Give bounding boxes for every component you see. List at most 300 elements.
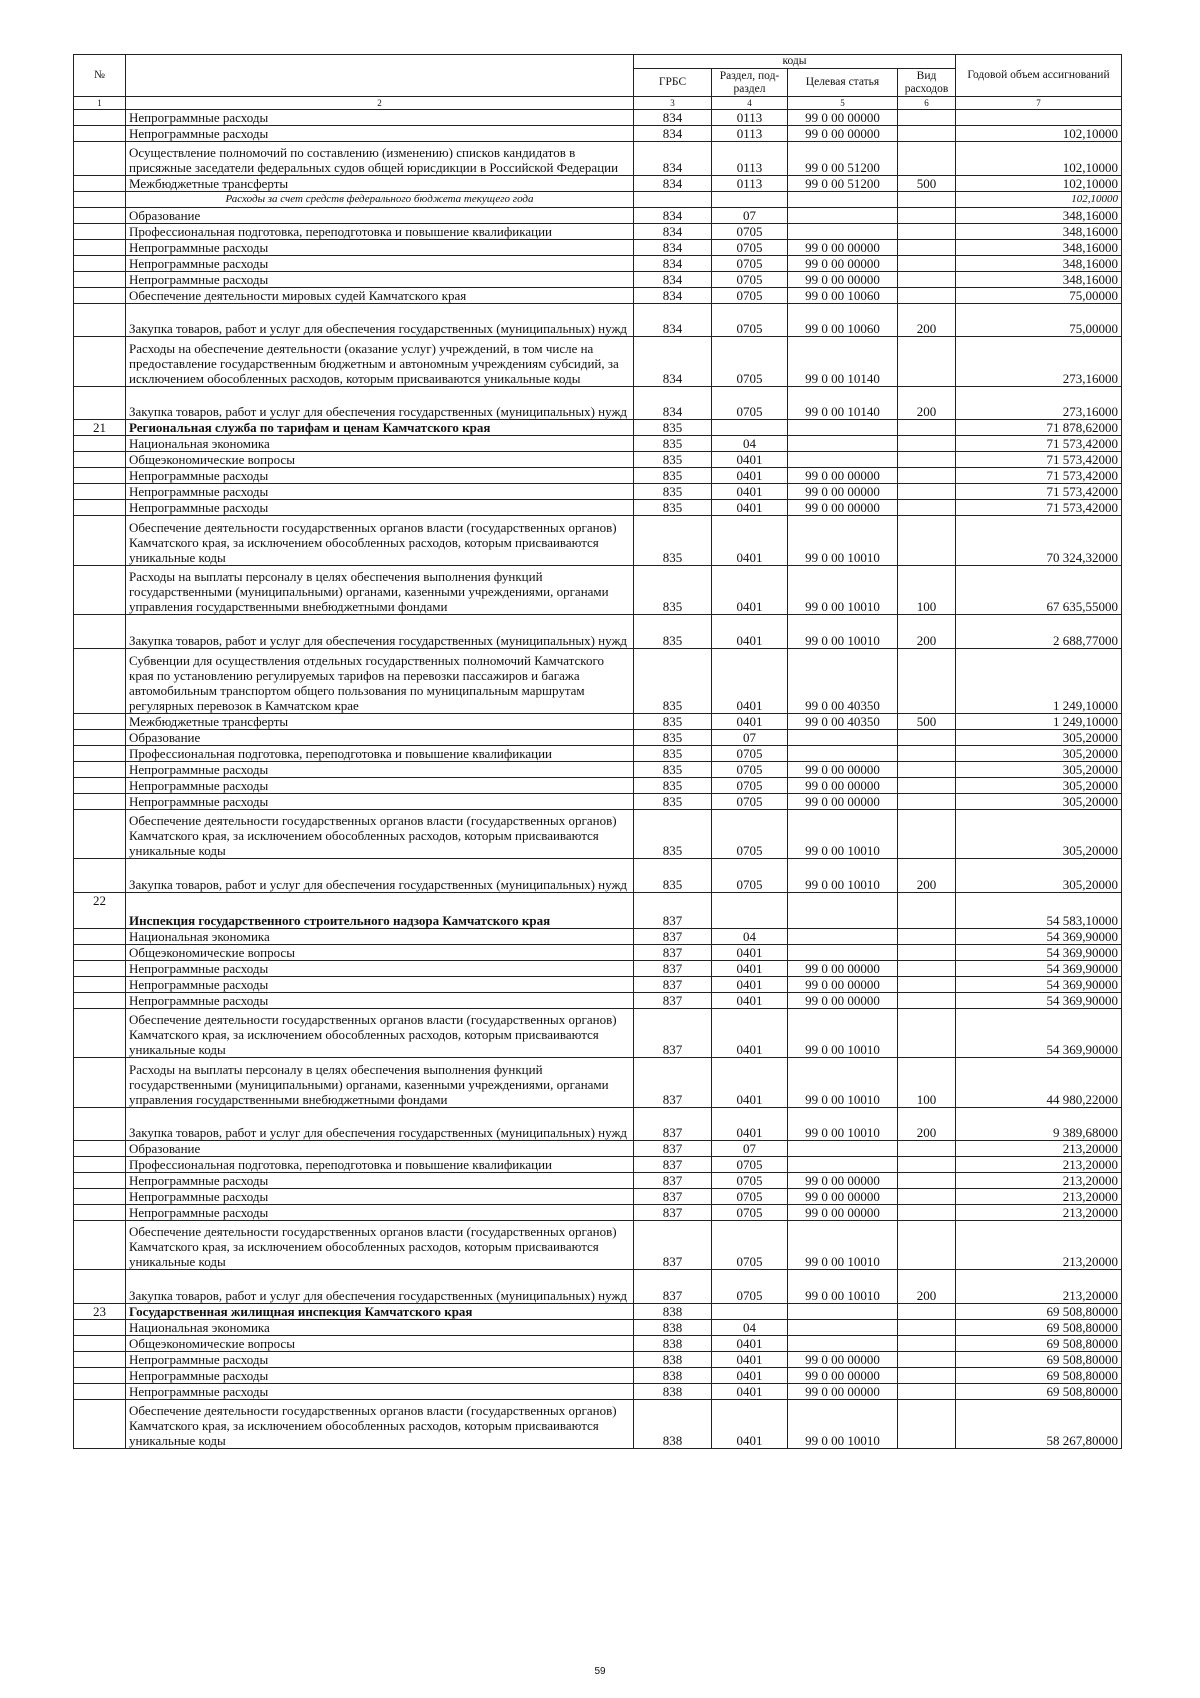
row-name: Обеспечение деятельности мировых судей Камчатского края — [126, 287, 634, 303]
row-number — [74, 729, 126, 745]
row-amount: 70 324,32000 — [956, 516, 1122, 565]
row-name: Расходы на выплаты персоналу в целях обеспечения выполнения функций государственными (муниципальными) органами, казенными учреждениями, органами управления государственными внебюджетными фондами — [126, 565, 634, 614]
row-target-article: 99 0 00 00000 — [788, 976, 898, 992]
table-row — [74, 452, 1122, 468]
row-expense-type — [898, 1173, 956, 1189]
row-razdel: 0705 — [712, 255, 788, 271]
row-amount: 54 369,90000 — [956, 960, 1122, 976]
row-razdel: 0401 — [712, 648, 788, 713]
row-target-article: 99 0 00 10010 — [788, 1008, 898, 1057]
row-name: Непрограммные расходы — [126, 1205, 634, 1221]
row-number — [74, 1368, 126, 1384]
row-razdel: 0401 — [712, 1336, 788, 1352]
row-target-article: 99 0 00 00000 — [788, 1384, 898, 1400]
row-expense-type: 500 — [898, 713, 956, 729]
budget-table — [73, 54, 1122, 1449]
row-amount: 348,16000 — [956, 207, 1122, 223]
row-amount: 213,20000 — [956, 1270, 1122, 1304]
row-target-article — [788, 1157, 898, 1173]
row-name: Закупка товаров, работ и услуг для обеспечения государственных (муниципальных) нужд — [126, 386, 634, 420]
row-grbs: 834 — [634, 303, 712, 337]
row-razdel: 0401 — [712, 960, 788, 976]
row-name: Расходы на выплаты персоналу в целях обеспечения выполнения функций государственными (муниципальными) органами, казенными учреждениями, органами управления государственными внебюджетными фондами — [126, 1058, 634, 1107]
row-grbs: 837 — [634, 892, 712, 928]
row-name: Непрограммные расходы — [126, 1173, 634, 1189]
row-target-article: 99 0 00 10010 — [788, 1270, 898, 1304]
row-grbs: 835 — [634, 420, 712, 436]
row-number — [74, 191, 126, 207]
row-grbs: 834 — [634, 126, 712, 142]
row-razdel: 0705 — [712, 1270, 788, 1304]
row-name: Закупка товаров, работ и услуг для обеспечения государственных (муниципальных) нужд — [126, 1270, 634, 1304]
row-grbs: 834 — [634, 287, 712, 303]
row-razdel: 0401 — [712, 1400, 788, 1449]
row-grbs: 835 — [634, 713, 712, 729]
row-razdel: 0705 — [712, 337, 788, 386]
row-number — [74, 1008, 126, 1057]
row-name: Общеэкономические вопросы — [126, 944, 634, 960]
row-target-article: 99 0 00 10010 — [788, 1221, 898, 1270]
row-expense-type — [898, 516, 956, 565]
row-number — [74, 1320, 126, 1336]
row-expense-type — [898, 207, 956, 223]
row-razdel: 04 — [712, 436, 788, 452]
row-target-article — [788, 420, 898, 436]
row-number — [74, 175, 126, 191]
row-grbs: 837 — [634, 960, 712, 976]
row-expense-type — [898, 928, 956, 944]
row-target-article: 99 0 00 10060 — [788, 303, 898, 337]
row-target-article: 99 0 00 00000 — [788, 1173, 898, 1189]
row-expense-type — [898, 191, 956, 207]
row-amount: 67 635,55000 — [956, 565, 1122, 614]
table-row — [74, 223, 1122, 239]
row-amount: 75,00000 — [956, 287, 1122, 303]
row-number — [74, 142, 126, 176]
row-number — [74, 565, 126, 614]
header-celevaya: Целевая статья — [788, 69, 898, 97]
row-target-article: 99 0 00 40350 — [788, 713, 898, 729]
row-name: Закупка товаров, работ и услуг для обеспечения государственных (муниципальных) нужд — [126, 614, 634, 648]
row-razdel: 0401 — [712, 976, 788, 992]
row-expense-type — [898, 648, 956, 713]
col-number: 1 — [74, 97, 126, 110]
row-grbs: 834 — [634, 142, 712, 176]
row-target-article: 99 0 00 10140 — [788, 386, 898, 420]
row-name: Непрограммные расходы — [126, 1189, 634, 1205]
row-number — [74, 303, 126, 337]
table-row — [74, 255, 1122, 271]
row-grbs: 835 — [634, 859, 712, 893]
row-amount: 69 508,80000 — [956, 1336, 1122, 1352]
row-number — [74, 1352, 126, 1368]
row-razdel: 07 — [712, 1141, 788, 1157]
row-razdel: 0401 — [712, 992, 788, 1008]
row-amount: 305,20000 — [956, 729, 1122, 745]
row-target-article: 99 0 00 00000 — [788, 271, 898, 287]
row-expense-type — [898, 142, 956, 176]
row-razdel: 0401 — [712, 713, 788, 729]
row-name: Непрограммные расходы — [126, 255, 634, 271]
row-amount — [956, 110, 1122, 126]
row-number — [74, 713, 126, 729]
row-target-article: 99 0 00 10010 — [788, 565, 898, 614]
row-expense-type — [898, 1352, 956, 1368]
row-grbs: 834 — [634, 255, 712, 271]
row-amount: 71 573,42000 — [956, 468, 1122, 484]
row-expense-type: 200 — [898, 859, 956, 893]
row-number — [74, 859, 126, 893]
row-grbs: 835 — [634, 793, 712, 809]
row-name: Профессиональная подготовка, переподготовка и повышение квалификации — [126, 745, 634, 761]
row-grbs: 837 — [634, 976, 712, 992]
row-expense-type — [898, 1304, 956, 1320]
row-grbs: 835 — [634, 648, 712, 713]
row-razdel: 0113 — [712, 142, 788, 176]
row-grbs: 835 — [634, 468, 712, 484]
table-row — [74, 648, 1122, 713]
row-razdel: 0705 — [712, 239, 788, 255]
row-grbs: 834 — [634, 386, 712, 420]
row-number — [74, 761, 126, 777]
row-razdel: 0705 — [712, 859, 788, 893]
row-amount: 102,10000 — [956, 126, 1122, 142]
row-target-article — [788, 1320, 898, 1336]
row-razdel: 0705 — [712, 793, 788, 809]
table-row — [74, 420, 1122, 436]
row-number — [74, 255, 126, 271]
row-expense-type — [898, 1157, 956, 1173]
table-row — [74, 1270, 1122, 1304]
table-row — [74, 892, 1122, 928]
row-number — [74, 1384, 126, 1400]
row-razdel: 0705 — [712, 1173, 788, 1189]
row-number — [74, 386, 126, 420]
row-number — [74, 452, 126, 468]
row-number — [74, 928, 126, 944]
row-expense-type: 200 — [898, 386, 956, 420]
table-row — [74, 337, 1122, 386]
row-name: Непрограммные расходы — [126, 484, 634, 500]
row-name: Обеспечение деятельности государственных органов власти (государственных органов) Камчатского края, за исключением обособленных расходов, которым присваиваются уникальные коды — [126, 1008, 634, 1057]
row-grbs: 834 — [634, 337, 712, 386]
row-amount: 102,10000 — [956, 175, 1122, 191]
row-name: Непрограммные расходы — [126, 992, 634, 1008]
budget-table-sheet — [73, 54, 1121, 1449]
header-num: № — [74, 55, 126, 97]
row-target-article: 99 0 00 10010 — [788, 1107, 898, 1141]
row-name: Обеспечение деятельности государственных органов власти (государственных органов) Камчатского края, за исключением обособленных расходов, которым присваиваются уникальные коды — [126, 1400, 634, 1449]
table-row — [74, 126, 1122, 142]
table-row — [74, 992, 1122, 1008]
row-amount: 305,20000 — [956, 745, 1122, 761]
row-name: Национальная экономика — [126, 436, 634, 452]
table-row — [74, 614, 1122, 648]
table-row — [74, 809, 1122, 858]
row-expense-type — [898, 1221, 956, 1270]
row-amount: 54 369,90000 — [956, 976, 1122, 992]
header-godovoy: Годовой объем ассигнований — [956, 55, 1122, 97]
row-name: Непрограммные расходы — [126, 960, 634, 976]
row-name: Непрограммные расходы — [126, 777, 634, 793]
row-expense-type: 100 — [898, 565, 956, 614]
row-grbs: 834 — [634, 223, 712, 239]
row-number — [74, 223, 126, 239]
table-row — [74, 239, 1122, 255]
row-expense-type — [898, 126, 956, 142]
row-name: Образование — [126, 729, 634, 745]
row-target-article: 99 0 00 10010 — [788, 1058, 898, 1107]
row-razdel: 0705 — [712, 761, 788, 777]
row-number — [74, 976, 126, 992]
row-number: 23 — [74, 1304, 126, 1320]
row-grbs: 837 — [634, 1173, 712, 1189]
row-grbs: 838 — [634, 1336, 712, 1352]
row-grbs: 835 — [634, 500, 712, 516]
row-expense-type — [898, 239, 956, 255]
row-expense-type — [898, 436, 956, 452]
table-row — [74, 1157, 1122, 1173]
table-row — [74, 960, 1122, 976]
row-razdel: 0401 — [712, 1058, 788, 1107]
row-number — [74, 1221, 126, 1270]
row-target-article: 99 0 00 10140 — [788, 337, 898, 386]
table-row — [74, 484, 1122, 500]
row-name: Национальная экономика — [126, 1320, 634, 1336]
row-razdel: 07 — [712, 729, 788, 745]
row-grbs: 834 — [634, 207, 712, 223]
row-number — [74, 207, 126, 223]
row-amount: 213,20000 — [956, 1173, 1122, 1189]
row-razdel — [712, 420, 788, 436]
row-grbs: 835 — [634, 516, 712, 565]
row-name: Обеспечение деятельности государственных органов власти (государственных органов) Камчатского края, за исключением обособленных расходов, которым присваиваются уникальные коды — [126, 1221, 634, 1270]
row-target-article — [788, 207, 898, 223]
row-name: Государственная жилищная инспекция Камчатского края — [126, 1304, 634, 1320]
row-number — [74, 239, 126, 255]
table-row — [74, 500, 1122, 516]
table-row — [74, 1368, 1122, 1384]
row-number: 21 — [74, 420, 126, 436]
row-target-article: 99 0 00 00000 — [788, 126, 898, 142]
row-grbs: 837 — [634, 1221, 712, 1270]
row-name: Непрограммные расходы — [126, 110, 634, 126]
row-razdel: 0705 — [712, 1205, 788, 1221]
row-razdel: 0401 — [712, 565, 788, 614]
row-expense-type — [898, 1205, 956, 1221]
row-expense-type — [898, 992, 956, 1008]
row-amount: 273,16000 — [956, 337, 1122, 386]
row-amount: 71 573,42000 — [956, 452, 1122, 468]
row-razdel: 0705 — [712, 223, 788, 239]
row-razdel: 0705 — [712, 386, 788, 420]
row-target-article — [788, 944, 898, 960]
row-amount: 213,20000 — [956, 1189, 1122, 1205]
row-target-article: 99 0 00 00000 — [788, 255, 898, 271]
row-target-article: 99 0 00 51200 — [788, 142, 898, 176]
col-number: 3 — [634, 97, 712, 110]
row-target-article — [788, 1141, 898, 1157]
row-grbs: 834 — [634, 175, 712, 191]
row-grbs: 837 — [634, 1189, 712, 1205]
row-target-article: 99 0 00 00000 — [788, 484, 898, 500]
col-number: 7 — [956, 97, 1122, 110]
row-expense-type — [898, 110, 956, 126]
row-grbs: 834 — [634, 239, 712, 255]
row-number — [74, 500, 126, 516]
table-row — [74, 1352, 1122, 1368]
row-grbs: 837 — [634, 928, 712, 944]
row-target-article: 99 0 00 10010 — [788, 614, 898, 648]
row-expense-type — [898, 793, 956, 809]
row-number — [74, 271, 126, 287]
table-row — [74, 859, 1122, 893]
row-target-article: 99 0 00 00000 — [788, 239, 898, 255]
row-name: Межбюджетные трансферты — [126, 175, 634, 191]
row-grbs — [634, 191, 712, 207]
row-grbs: 838 — [634, 1400, 712, 1449]
row-target-article — [788, 191, 898, 207]
table-row — [74, 761, 1122, 777]
row-target-article — [788, 928, 898, 944]
row-name: Общеэкономические вопросы — [126, 452, 634, 468]
row-amount: 9 389,68000 — [956, 1107, 1122, 1141]
row-name: Закупка товаров, работ и услуг для обеспечения государственных (муниципальных) нужд — [126, 859, 634, 893]
row-grbs: 837 — [634, 1008, 712, 1057]
row-expense-type — [898, 337, 956, 386]
row-name: Образование — [126, 207, 634, 223]
row-name: Непрограммные расходы — [126, 468, 634, 484]
row-razdel — [712, 1304, 788, 1320]
table-row — [74, 303, 1122, 337]
row-amount: 69 508,80000 — [956, 1320, 1122, 1336]
header-razdel: Раздел, под-раздел — [712, 69, 788, 97]
row-grbs: 837 — [634, 1058, 712, 1107]
row-razdel: 0401 — [712, 500, 788, 516]
row-target-article — [788, 729, 898, 745]
row-target-article: 99 0 00 10010 — [788, 859, 898, 893]
row-name: Непрограммные расходы — [126, 239, 634, 255]
table-row — [74, 516, 1122, 565]
row-razdel: 0113 — [712, 175, 788, 191]
row-name: Осуществление полномочий по составлению (изменению) списков кандидатов в присяжные заседатели федеральных судов общей юрисдикции в Российской Федерации — [126, 142, 634, 176]
row-razdel: 0705 — [712, 303, 788, 337]
row-grbs: 835 — [634, 777, 712, 793]
row-number — [74, 1157, 126, 1173]
row-grbs: 838 — [634, 1320, 712, 1336]
row-number — [74, 287, 126, 303]
row-amount: 54 583,10000 — [956, 892, 1122, 928]
row-amount: 102,10000 — [956, 142, 1122, 176]
row-amount: 54 369,90000 — [956, 1008, 1122, 1057]
header-kody: коды — [634, 55, 956, 69]
row-amount: 1 249,10000 — [956, 648, 1122, 713]
row-expense-type: 200 — [898, 303, 956, 337]
row-amount: 71 573,42000 — [956, 500, 1122, 516]
row-razdel: 0401 — [712, 484, 788, 500]
col-number: 4 — [712, 97, 788, 110]
row-number — [74, 516, 126, 565]
row-number — [74, 809, 126, 858]
row-target-article: 99 0 00 00000 — [788, 500, 898, 516]
row-target-article: 99 0 00 00000 — [788, 992, 898, 1008]
row-amount: 54 369,90000 — [956, 928, 1122, 944]
row-amount: 69 508,80000 — [956, 1384, 1122, 1400]
row-target-article: 99 0 00 00000 — [788, 761, 898, 777]
row-razdel: 0705 — [712, 1157, 788, 1173]
row-number — [74, 1107, 126, 1141]
row-number — [74, 1141, 126, 1157]
row-name: Непрограммные расходы — [126, 761, 634, 777]
row-target-article: 99 0 00 00000 — [788, 468, 898, 484]
row-amount: 58 267,80000 — [956, 1400, 1122, 1449]
row-expense-type — [898, 452, 956, 468]
row-expense-type — [898, 892, 956, 928]
page-number: 59 — [594, 1666, 606, 1677]
row-expense-type: 200 — [898, 1270, 956, 1304]
row-amount: 2 688,77000 — [956, 614, 1122, 648]
row-number — [74, 960, 126, 976]
row-name: Региональная служба по тарифам и ценам Камчатского края — [126, 420, 634, 436]
table-row — [74, 468, 1122, 484]
row-amount: 305,20000 — [956, 793, 1122, 809]
row-name: Обеспечение деятельности государственных органов власти (государственных органов) Камчатского края, за исключением обособленных расходов, которым присваиваются уникальные коды — [126, 809, 634, 858]
row-amount: 213,20000 — [956, 1141, 1122, 1157]
row-amount: 44 980,22000 — [956, 1058, 1122, 1107]
row-expense-type: 200 — [898, 1107, 956, 1141]
row-number — [74, 944, 126, 960]
row-grbs: 835 — [634, 745, 712, 761]
row-amount: 305,20000 — [956, 777, 1122, 793]
table-row — [74, 745, 1122, 761]
row-target-article: 99 0 00 00000 — [788, 960, 898, 976]
table-row — [74, 1304, 1122, 1320]
row-name: Непрограммные расходы — [126, 793, 634, 809]
table-row — [74, 1320, 1122, 1336]
row-number — [74, 436, 126, 452]
row-grbs: 838 — [634, 1352, 712, 1368]
row-amount: 71 573,42000 — [956, 436, 1122, 452]
row-target-article: 99 0 00 10010 — [788, 809, 898, 858]
row-number — [74, 1400, 126, 1449]
row-amount: 305,20000 — [956, 809, 1122, 858]
row-amount: 305,20000 — [956, 859, 1122, 893]
row-name: Расходы за счет средств федерального бюджета текущего года — [126, 191, 634, 207]
col-number: 2 — [126, 97, 634, 110]
row-razdel: 0705 — [712, 1189, 788, 1205]
table-row — [74, 777, 1122, 793]
row-number — [74, 468, 126, 484]
row-razdel: 0401 — [712, 1384, 788, 1400]
row-amount: 54 369,90000 — [956, 992, 1122, 1008]
row-expense-type — [898, 777, 956, 793]
row-expense-type: 500 — [898, 175, 956, 191]
row-expense-type — [898, 761, 956, 777]
table-body — [74, 110, 1122, 1449]
row-expense-type — [898, 1384, 956, 1400]
row-target-article: 99 0 00 00000 — [788, 1368, 898, 1384]
row-number — [74, 1189, 126, 1205]
row-amount: 213,20000 — [956, 1157, 1122, 1173]
row-number — [74, 337, 126, 386]
row-expense-type — [898, 271, 956, 287]
row-amount: 273,16000 — [956, 386, 1122, 420]
row-name: Профессиональная подготовка, переподготовка и повышение квалификации — [126, 223, 634, 239]
row-amount: 71 878,62000 — [956, 420, 1122, 436]
row-grbs: 837 — [634, 1141, 712, 1157]
row-number: 22 — [74, 892, 126, 928]
row-amount: 348,16000 — [956, 239, 1122, 255]
